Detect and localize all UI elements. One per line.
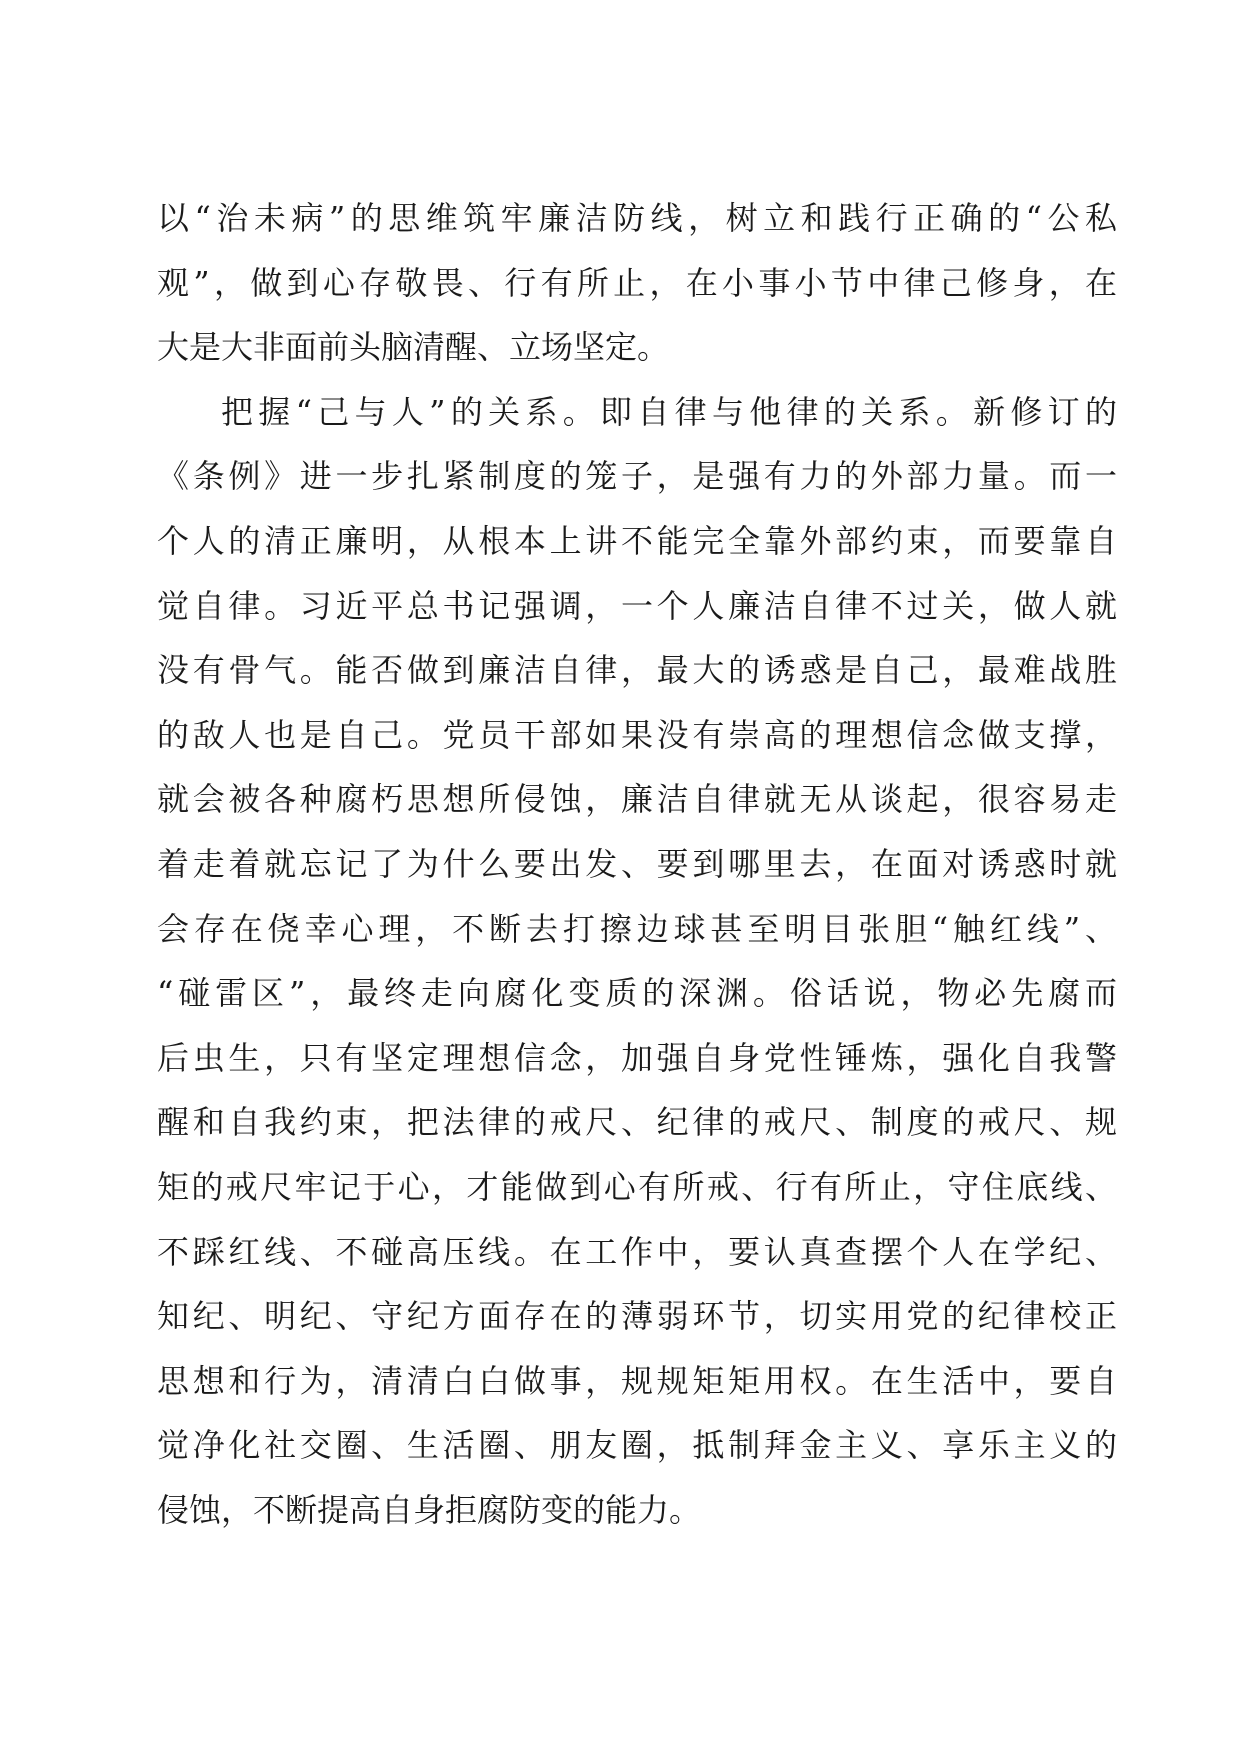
text-line: 会存在侥幸心理，不断去打擦边球甚至明目张胆“触红线”、 (157, 909, 1117, 948)
text-line: 不踩红线、不碰高压线。在工作中，要认真查摆个人在学纪、 (157, 1232, 1117, 1271)
text-line: 知纪、明纪、守纪方面存在的薄弱环节，切实用党的纪律校正 (157, 1297, 1117, 1336)
paragraph-1 (157, 186, 1117, 380)
text-line: 大是大非面前头脑清醒、立场坚定。 (157, 328, 670, 367)
text-line: 醒和自我约束，把法律的戒尺、纪律的戒尺、制度的戒尺、规 (157, 1103, 1117, 1142)
text-line: 的敌人也是自己。党员干部如果没有崇高的理想信念做支撑， (157, 715, 1117, 754)
text-line: 后虫生，只有坚定理想信念，加强自身党性锤炼，强化自我警 (157, 1038, 1117, 1077)
text-line: 把握“己与人”的关系。即自律与他律的关系。新修订的 (221, 392, 1117, 431)
text-line: 觉净化社交圈、生活圈、朋友圈，抵制拜金主义、享乐主义的 (157, 1426, 1117, 1465)
text-line: 个人的清正廉明，从根本上讲不能完全靠外部约束，而要靠自 (157, 521, 1117, 560)
text-line: 以“治未病”的思维筑牢廉洁防线，树立和践行正确的“公私 (157, 199, 1117, 237)
text-line: 着走着就忘记了为什么要出发、要到哪里去，在面对诱惑时就 (157, 844, 1117, 883)
paragraph-2 (157, 380, 1117, 1543)
text-line: “碰雷区”，最终走向腐化变质的深渊。俗话说，物必先腐而 (157, 974, 1117, 1013)
text-line: 就会被各种腐朽思想所侵蚀，廉洁自律就无从谈起，很容易走 (157, 780, 1117, 819)
text-line: 侵蚀，不断提高自身拒腐防变的能力。 (157, 1490, 702, 1529)
text-line: 思想和行为，清清白白做事，规规矩矩用权。在生活中，要自 (157, 1361, 1117, 1400)
text-line: 《条例》进一步扎紧制度的笼子，是强有力的外部力量。而一 (157, 457, 1117, 496)
text-line: 没有骨气。能否做到廉洁自律，最大的诱惑是自己，最难战胜 (157, 651, 1117, 690)
text-line: 觉自律。习近平总书记强调，一个人廉洁自律不过关，做人就 (157, 586, 1117, 625)
text-line: 矩的戒尺牢记于心，才能做到心有所戒、行有所止，守住底线、 (157, 1167, 1117, 1206)
body-text (157, 186, 1117, 1542)
text-line: 观”，做到心存敬畏、行有所止，在小事小节中律己修身，在 (157, 263, 1117, 302)
